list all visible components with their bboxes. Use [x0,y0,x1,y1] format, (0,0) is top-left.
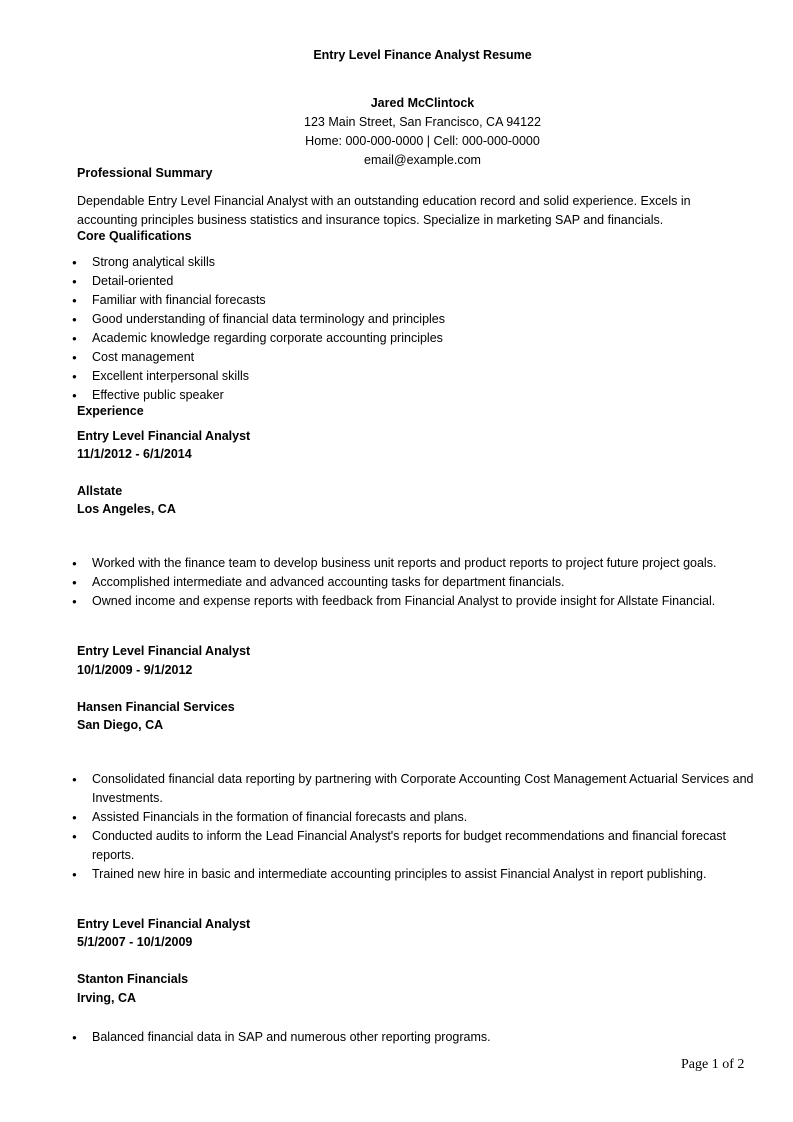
experience-heading: Experience [77,404,144,418]
summary-text: Dependable Entry Level Financial Analyst with an outstanding education record and solid experience. Excels in accounting principles business statistics and insurance topics. Specialize in marketing SAP and financials. [77,194,691,227]
job-title: Entry Level Financial Analyst [77,917,251,931]
job-bullets [0,554,757,611]
list-item: ● Strong analytical skills [0,253,757,272]
document-title: Entry Level Finance Analyst Resume [313,48,532,62]
list-item: ● Excellent interpersonal skills [0,367,757,386]
job-dates: 5/1/2007 - 10/1/2009 [77,935,193,949]
list-item: ● Academic knowledge regarding corporate accounting principles [0,329,757,348]
qualifications-heading: Core Qualifications [77,229,192,243]
candidate-name: Jared McClintock [370,96,475,110]
list-item: ● Effective public speaker [0,386,757,405]
page-number: Page 1 of 2 [681,1057,745,1072]
company-name: Allstate [77,484,123,498]
list-item: ● Good understanding of financial data terminology and principles [0,310,757,329]
list-item: ● Detail-oriented [0,272,757,291]
list-item: ● Familiar with financial forecasts [0,291,757,310]
email: email@example.com [364,153,481,167]
summary-heading: Professional Summary [77,166,213,180]
list-item: ● Owned income and expense reports with feedback from Financial Analyst to provide insight for Allstate Financial. [0,592,757,611]
company-name: Hansen Financial Services [77,700,235,714]
phone-numbers: Home: 000-000-0000 | Cell: 000-000-0000 [305,134,540,148]
job-bullets [0,1028,757,1047]
job-bullets [0,770,757,884]
qualifications-list [0,253,757,405]
company-name: Stanton Financials [77,972,189,986]
list-item: ● Cost management [0,348,757,367]
job-location: San Diego, CA [77,718,164,732]
list-item: ● Accomplished intermediate and advanced accounting tasks for department financials. [0,573,757,592]
job-dates: 10/1/2009 - 9/1/2012 [77,663,193,677]
list-item: ● Worked with the finance team to develop business unit reports and product reports to project future project goals. [0,554,757,573]
job-title: Entry Level Financial Analyst [77,644,251,658]
list-item: ● Balanced financial data in SAP and numerous other reporting programs. [0,1028,757,1047]
list-item: ● Consolidated financial data reporting by partnering with Corporate Accounting Cost Management Actuarial Services and Investments. [0,770,757,808]
job-location: Los Angeles, CA [77,502,176,516]
job-title: Entry Level Financial Analyst [77,429,251,443]
contact-block [0,94,793,170]
list-item: ● Conducted audits to inform the Lead Financial Analyst's reports for budget recommendations and financial forecast reports. [0,827,757,865]
job-dates: 11/1/2012 - 6/1/2014 [77,447,192,461]
list-item: ● Trained new hire in basic and intermediate accounting principles to assist Financial Analyst in report publishing. [0,865,757,884]
list-item: ● Assisted Financials in the formation of financial forecasts and plans. [0,808,757,827]
job-location: Irving, CA [77,991,137,1005]
address: 123 Main Street, San Francisco, CA 94122 [304,115,541,129]
